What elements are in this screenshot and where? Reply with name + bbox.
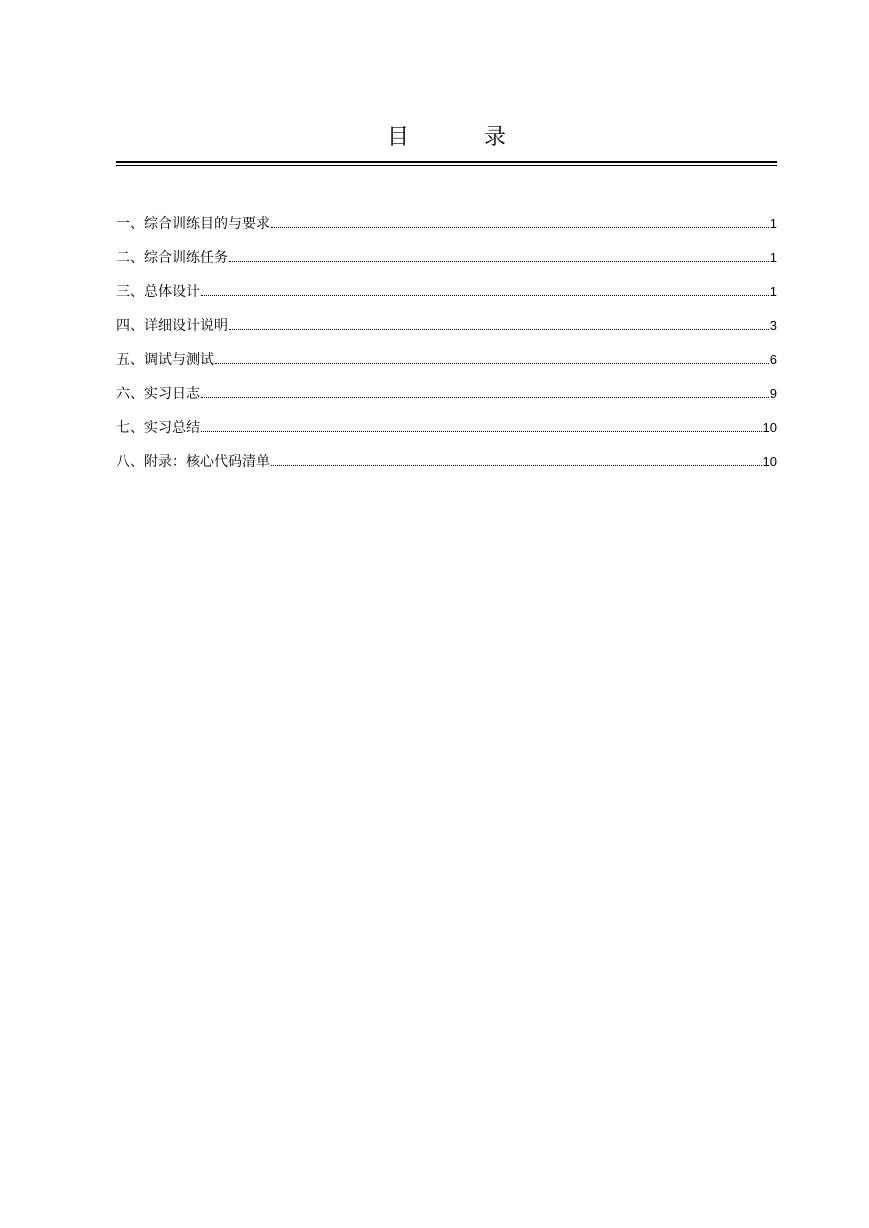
toc-entry[interactable] <box>116 211 777 245</box>
toc-entry[interactable] <box>116 381 777 415</box>
toc-dot-leader <box>271 464 762 466</box>
toc-entry[interactable] <box>116 245 777 279</box>
toc-entry-page[interactable]: 6 <box>769 352 777 367</box>
toc-list <box>116 211 777 483</box>
toc-dot-leader <box>215 362 769 364</box>
toc-entry-text[interactable]: 一、综合训练目的与要求 <box>116 216 270 232</box>
toc-entry[interactable] <box>116 449 777 483</box>
toc-entry-page[interactable]: 1 <box>769 284 777 299</box>
toc-title: 目 录 <box>387 125 540 150</box>
toc-entry-text[interactable]: 二、综合训练任务 <box>116 250 228 266</box>
toc-entry-page[interactable]: 3 <box>769 318 777 333</box>
toc-entry-text[interactable]: 三、总体设计 <box>116 284 200 300</box>
title-underline-thin <box>116 165 777 166</box>
toc-entry-text[interactable]: 四、详细设计说明 <box>116 318 228 334</box>
toc-entry-page[interactable]: 1 <box>769 216 777 231</box>
toc-entry[interactable] <box>116 279 777 313</box>
toc-dot-leader <box>229 328 769 330</box>
toc-entry-page[interactable]: 1 <box>769 250 777 265</box>
toc-dot-leader <box>201 430 762 432</box>
toc-dot-leader <box>201 294 769 296</box>
toc-entry-text[interactable]: 五、调试与测试 <box>116 352 214 368</box>
toc-entry-text[interactable]: 六、实习日志 <box>116 386 200 402</box>
toc-entry[interactable] <box>116 347 777 381</box>
toc-entry-text[interactable]: 七、实习总结 <box>116 420 200 436</box>
toc-entry[interactable] <box>116 313 777 347</box>
toc-entry-text[interactable]: 八、附录：核心代码清单 <box>116 454 270 470</box>
title-underline-thick <box>116 161 777 163</box>
toc-dot-leader <box>201 396 769 398</box>
toc-entry-page[interactable]: 9 <box>769 386 777 401</box>
toc-entry-page[interactable]: 10 <box>762 420 777 435</box>
toc-dot-leader <box>229 260 769 262</box>
toc-entry[interactable] <box>116 415 777 449</box>
toc-dot-leader <box>271 226 769 228</box>
toc-entry-page[interactable]: 10 <box>762 454 777 469</box>
